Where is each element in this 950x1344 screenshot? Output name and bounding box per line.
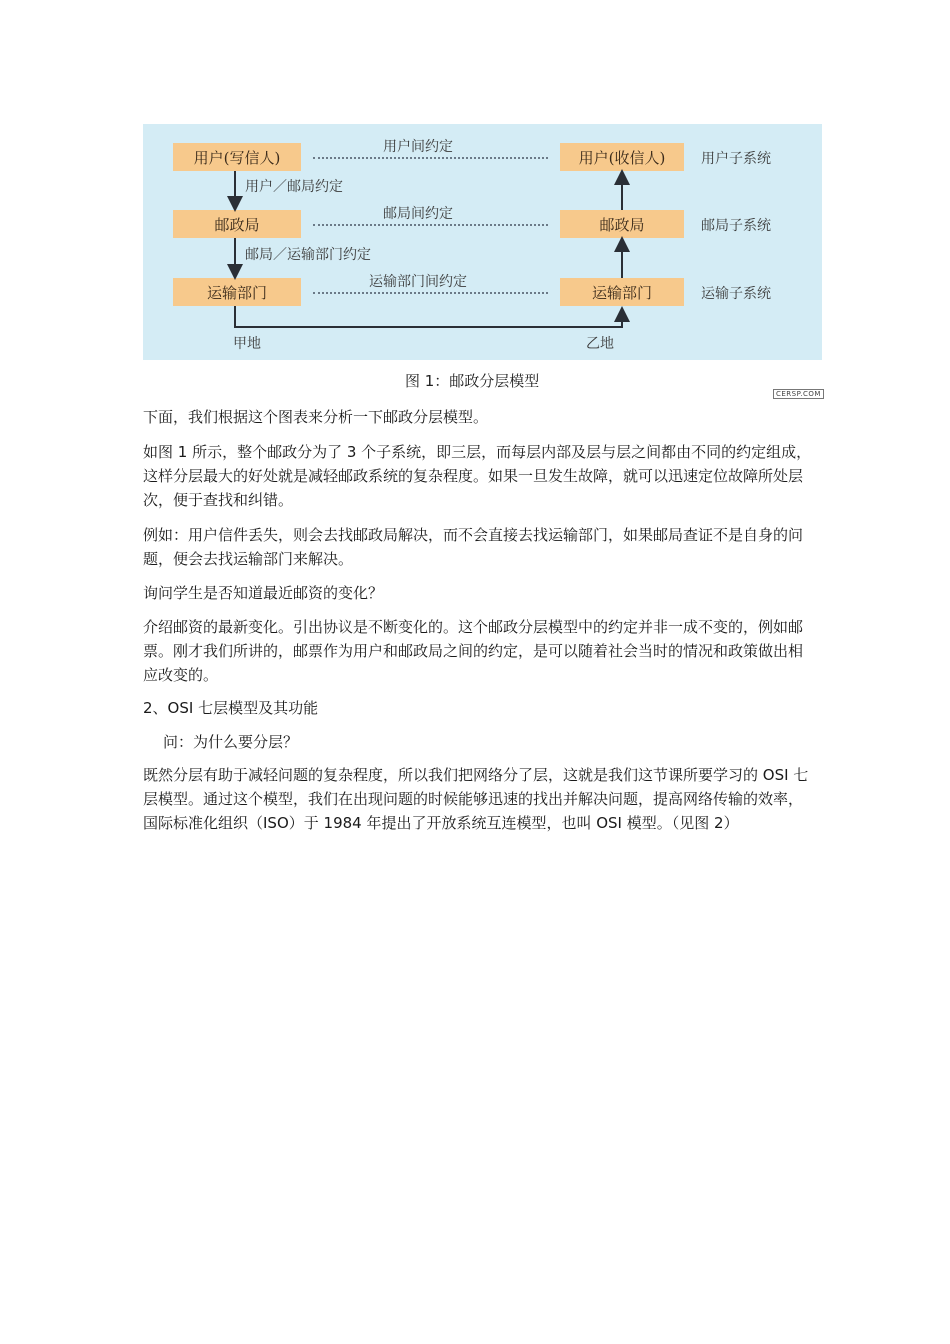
paragraph-question-students: 询问学生是否知道最近邮资的变化？	[143, 584, 384, 602]
paragraph-intro: 下面，我们根据这个图表来分析一下邮政分层模型。	[143, 408, 489, 426]
label-post-agreement: 邮局间约定	[383, 206, 453, 222]
label-transport-agreement: 运输部门间约定	[369, 274, 467, 290]
paragraph-example: 例如：用户信件丢失，则会去找邮政局解决，而不会直接去找运输部门，如果邮局查证不是自身的问题，便会去找运输部门来解决。	[143, 526, 804, 568]
label-transport-subsystem: 运输子系统	[701, 286, 771, 302]
postal-layer-diagram	[143, 124, 822, 360]
label-place-from: 甲地	[233, 336, 261, 352]
label-place-to: 乙地	[586, 336, 614, 352]
paragraph-why-layers: 问：为什么要分层？	[163, 733, 299, 751]
watermark-logo: CERSP.COM	[773, 389, 824, 399]
label-user-agreement: 用户间约定	[383, 139, 453, 155]
label-post-subsystem: 邮局子系统	[701, 218, 771, 234]
box-post-office-right: 邮政局	[560, 210, 684, 238]
box-transport-right: 运输部门	[560, 278, 684, 306]
paragraph-postage-change: 介绍邮资的最新变化。引出协议是不断变化的。这个邮政分层模型中的约定并非一成不变的，例如邮票。刚才我们所讲的，邮票作为用户和邮政局之间的约定，是可以随着社会当时的情况和政策做出相应改变的。	[143, 618, 804, 684]
box-user-sender: 用户(写信人)	[173, 143, 301, 171]
arrow-transport-route	[235, 306, 622, 327]
box-user-receiver: 用户(收信人)	[560, 143, 684, 171]
paragraph-explanation: 如图 1 所示，整个邮政分为了 3 个子系统，即三层，而每层内部及层与层之间都由不同的约定组成，这样分层最大的好处就是减轻邮政系统的复杂程度。如果一旦发生故障，就可以迅速定位故障所处层次，便于查找和纠错。	[143, 443, 812, 509]
figure-caption: 图 1：邮政分层模型	[405, 372, 540, 390]
label-user-post-agreement: 用户／邮局约定	[245, 179, 343, 195]
label-user-subsystem: 用户子系统	[701, 151, 771, 167]
box-transport-left: 运输部门	[173, 278, 301, 306]
section-heading-osi: 2、OSI 七层模型及其功能	[143, 699, 319, 717]
label-post-transport-agreement: 邮局／运输部门约定	[245, 247, 371, 263]
flow-arrows	[143, 124, 822, 360]
box-post-office-left: 邮政局	[173, 210, 301, 238]
paragraph-osi-model: 既然分层有助于减轻问题的复杂程度，所以我们把网络分了层，这就是我们这节课所要学习的 OSI 七层模型。通过这个模型，我们在出现问题的时候能够迅速的找出并解决问题，提高网络传输的效率，国际标准化组织（ISO）于 1984 年提出了开放系统互连模型，也叫 OSI 模型。（见图 2）	[143, 766, 809, 832]
